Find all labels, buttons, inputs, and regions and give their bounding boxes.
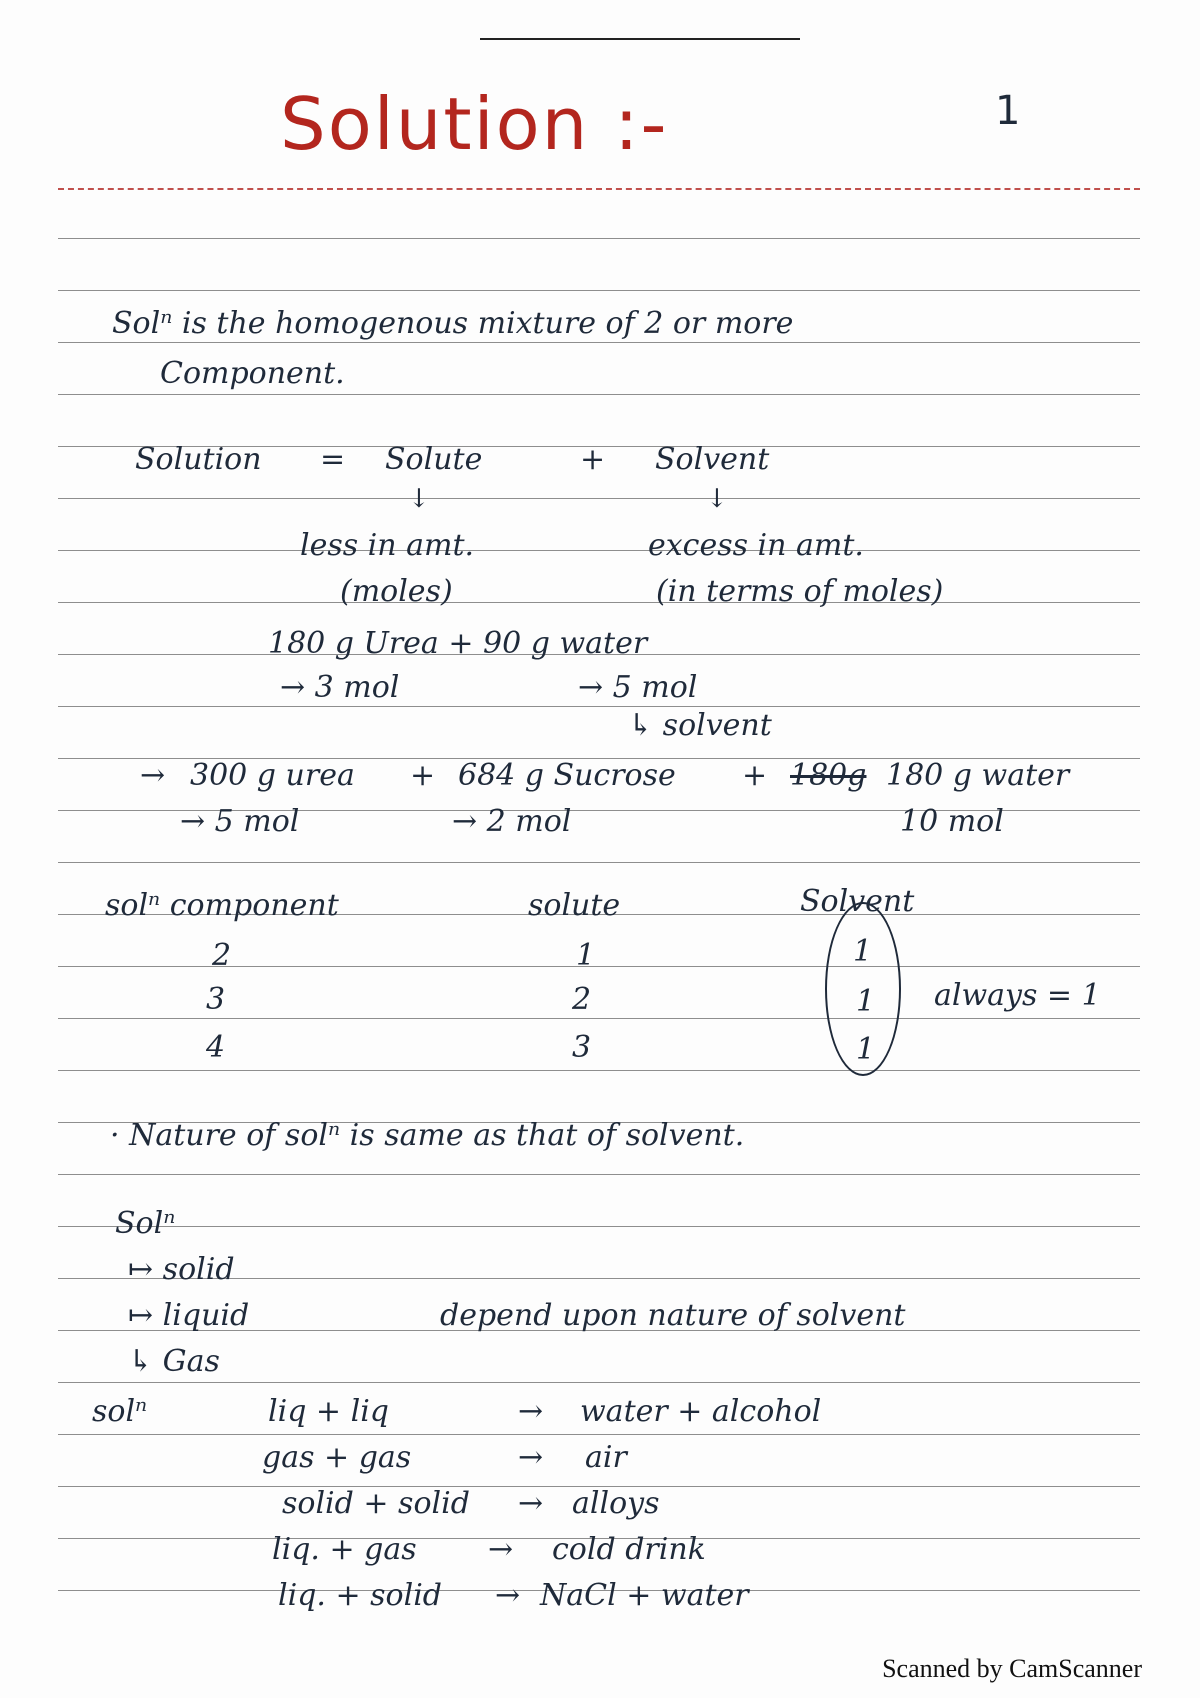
table-cell: 1 (853, 934, 873, 969)
ruled-line (58, 290, 1140, 291)
example-pair: gas + gas (262, 1440, 412, 1475)
table-cell: 4 (206, 1030, 226, 1065)
example-arrow: → (495, 1578, 521, 1613)
ruled-line (58, 1382, 1140, 1383)
ruled-line (58, 1174, 1140, 1175)
example-arrow: → (518, 1486, 544, 1521)
table-cell: 2 (572, 982, 592, 1017)
ruled-line (58, 602, 1140, 603)
ruled-line (58, 498, 1140, 499)
example2-water-mol: 10 mol (900, 804, 1004, 839)
example2-sucrose: 684 g Sucrose (458, 758, 676, 793)
title-underline (58, 188, 1140, 190)
example-pair: solid + solid (282, 1486, 470, 1521)
example-result: water + alcohol (580, 1394, 822, 1429)
example1-line: 180 g Urea + 90 g water (268, 626, 648, 661)
example-arrow: → (488, 1532, 514, 1567)
types-item-gas: ↳ Gas (128, 1344, 220, 1379)
example-result: NaCl + water (540, 1578, 749, 1613)
ruled-line (58, 342, 1140, 343)
table-cell: 3 (206, 982, 226, 1017)
ruled-line (58, 1226, 1140, 1227)
ruled-line (58, 862, 1140, 863)
example-pair: liq + liq (268, 1394, 389, 1429)
example2-urea-mol: → 5 mol (180, 804, 300, 839)
page-title: Solution :- (280, 82, 669, 166)
equation-lhs: Solution (135, 442, 262, 477)
example2-arrow: → (140, 758, 166, 793)
nature-note: · Nature of solⁿ is same as that of solvent. (110, 1118, 745, 1153)
example1-water-mol: → 5 mol (578, 670, 698, 705)
table-cell: 2 (212, 938, 232, 973)
example2-sucrose-mol: → 2 mol (452, 804, 572, 839)
example-result: alloys (572, 1486, 660, 1521)
table-cell: 1 (856, 1032, 876, 1067)
ruled-line (58, 1070, 1140, 1071)
example-arrow: → (518, 1440, 544, 1475)
example-arrow: → (518, 1394, 544, 1429)
example-pair: liq. + solid (278, 1578, 442, 1613)
table-header-solvent: Solvent (800, 884, 915, 919)
definition-line-2: Component. (160, 356, 345, 391)
example2-plus-1: + (410, 758, 436, 793)
page-number: 1 (995, 88, 1021, 134)
ruled-line (58, 1018, 1140, 1019)
ruled-line (58, 394, 1140, 395)
equation-solvent: Solvent (655, 442, 770, 477)
example-pair: liq. + gas (272, 1532, 417, 1567)
solvent-note-1: excess in amt. (648, 528, 864, 563)
equation-plus: + (580, 442, 606, 477)
types-note: depend upon nature of solvent (440, 1298, 906, 1333)
example-result: air (585, 1440, 627, 1475)
solute-note-1: less in amt. (300, 528, 475, 563)
example2-struck-text: 180g (790, 758, 867, 793)
table-cell: 1 (576, 938, 596, 973)
equation-equals: = (320, 442, 346, 477)
ruled-line (58, 1434, 1140, 1435)
types-heading: Solⁿ (115, 1206, 176, 1241)
example2-urea: 300 g urea (190, 758, 355, 793)
example2-plus-2: + (742, 758, 768, 793)
solvent-note-2: (in terms of moles) (656, 574, 944, 609)
example1-urea-mol: → 3 mol (280, 670, 400, 705)
table-note: always = 1 (934, 978, 1101, 1013)
ruled-line (58, 550, 1140, 551)
ruled-line (58, 706, 1140, 707)
scanner-footer: Scanned by CamScanner (882, 1654, 1142, 1683)
solvent-column-circle (825, 902, 901, 1076)
types-item-liquid: ↦ liquid (128, 1298, 250, 1333)
examples-label: solⁿ (92, 1394, 148, 1429)
equation-solute: Solute (385, 442, 483, 477)
types-item-solid: ↦ solid (128, 1252, 235, 1287)
example1-solvent-tag: ↳ solvent (628, 708, 772, 743)
top-edge-line (480, 38, 800, 40)
table-cell: 3 (572, 1030, 592, 1065)
solvent-arrow: ↓ (706, 484, 728, 514)
definition-line-1: Solⁿ is the homogenous mixture of 2 or more (112, 306, 794, 341)
example2-water: 180 g water (886, 758, 1070, 793)
solute-arrow: ↓ (408, 484, 430, 514)
solute-note-2: (moles) (340, 574, 453, 609)
example-result: cold drink (552, 1532, 706, 1567)
table-header-solute: solute (528, 888, 621, 923)
table-header-component: solⁿ component (105, 888, 339, 923)
table-cell: 1 (856, 984, 876, 1019)
ruled-line (58, 238, 1140, 239)
